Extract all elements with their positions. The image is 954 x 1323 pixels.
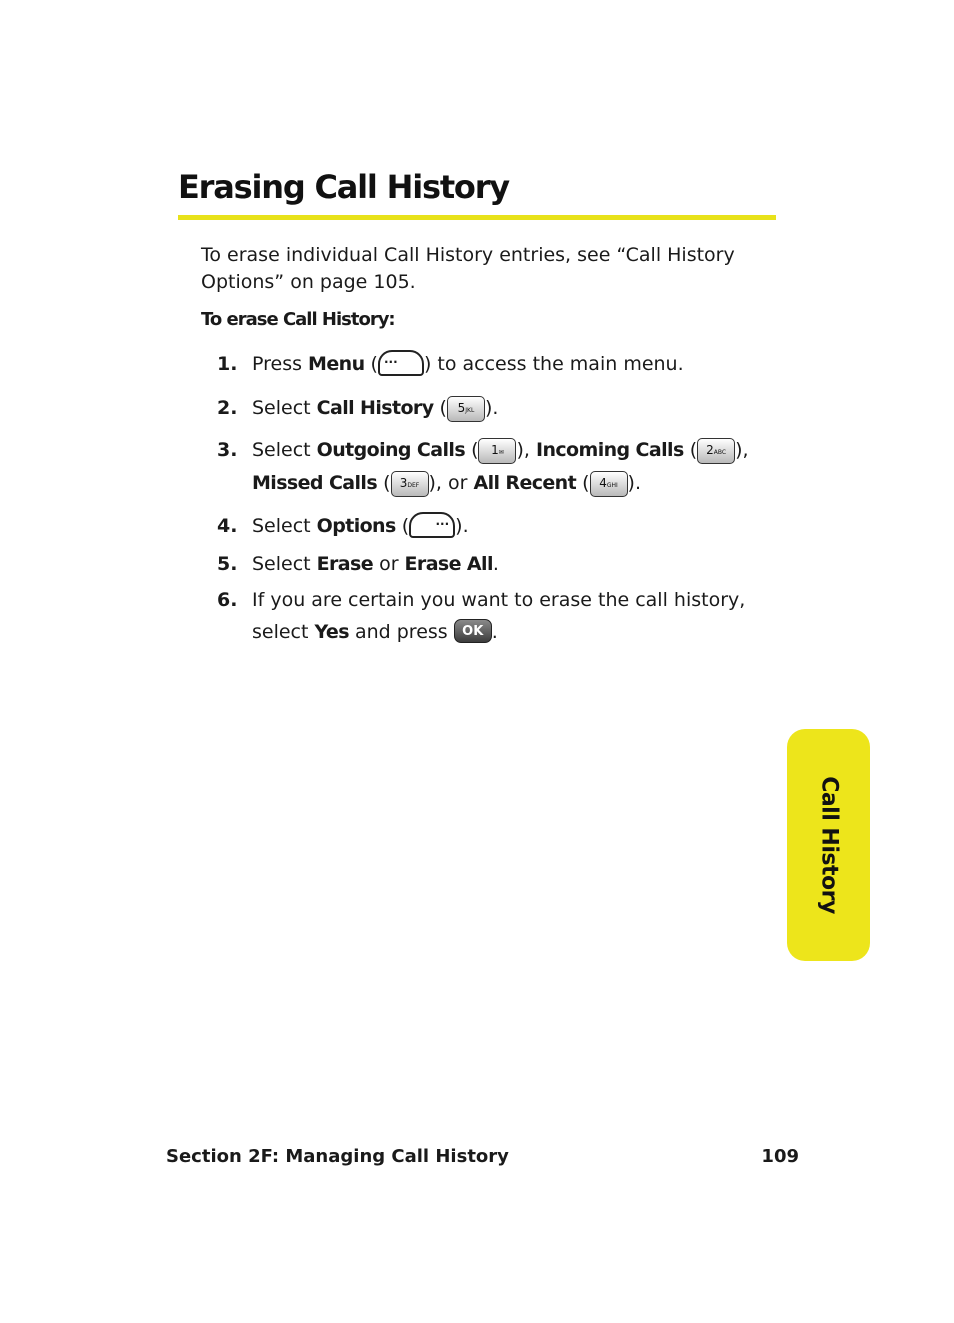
erase-all-label: Erase All xyxy=(404,553,493,575)
page-title: Erasing Call History xyxy=(178,168,509,206)
step-text: If you are certain you want to erase the call history, select Yes and press OK . xyxy=(252,589,746,643)
step-number: 3. xyxy=(217,439,238,461)
outgoing-calls-label: Outgoing Calls xyxy=(316,439,466,461)
yes-label: Yes xyxy=(314,621,349,643)
step-number: 2. xyxy=(217,397,238,419)
step-number: 6. xyxy=(217,589,238,611)
left-softkey-icon: ··· xyxy=(378,350,424,376)
right-softkey-icon: ··· xyxy=(409,512,455,538)
footer-page-number: 109 xyxy=(761,1146,799,1167)
key-2-icon: 2ABC xyxy=(697,438,735,464)
incoming-calls-label: Incoming Calls xyxy=(535,439,684,461)
step-text: Select Outgoing Calls ( 1✉ ), Incoming Calls ( 2ABC ), Missed Calls ( 3DEF ), or All Recent ( 4GHI ). xyxy=(252,434,749,499)
section-side-tab xyxy=(787,729,870,961)
footer-section-title: Section 2F: Managing Call History xyxy=(166,1146,509,1167)
step-text: Select Options ( ··· ). xyxy=(252,510,469,542)
intro-paragraph: To erase individual Call History entries, see “Call History Options” on page 105. xyxy=(201,244,735,293)
menu-label: Menu xyxy=(308,353,365,375)
step-text: Press Menu ( ··· ) to access the main menu. xyxy=(252,348,684,380)
step-number: 1. xyxy=(217,353,238,375)
step-number: 4. xyxy=(217,515,238,537)
procedure-heading: To erase Call History: xyxy=(201,309,395,330)
key-1-icon: 1✉ xyxy=(478,438,516,464)
key-4-icon: 4GHI xyxy=(590,471,628,497)
key-3-icon: 3DEF xyxy=(391,471,429,497)
all-recent-label: All Recent xyxy=(473,472,577,494)
options-label: Options xyxy=(316,515,396,537)
step-text: Select Erase or Erase All. xyxy=(252,553,499,575)
missed-calls-label: Missed Calls xyxy=(252,472,378,494)
title-underline xyxy=(178,215,776,220)
erase-label: Erase xyxy=(316,553,374,575)
key-5-icon: 5JKL xyxy=(447,396,485,422)
step-number: 5. xyxy=(217,553,238,575)
call-history-label: Call History xyxy=(316,397,434,419)
ok-key-icon: OK xyxy=(454,619,492,643)
step-text: Select Call History ( 5JKL ). xyxy=(252,392,498,424)
side-tab-label: Call History xyxy=(816,776,841,914)
